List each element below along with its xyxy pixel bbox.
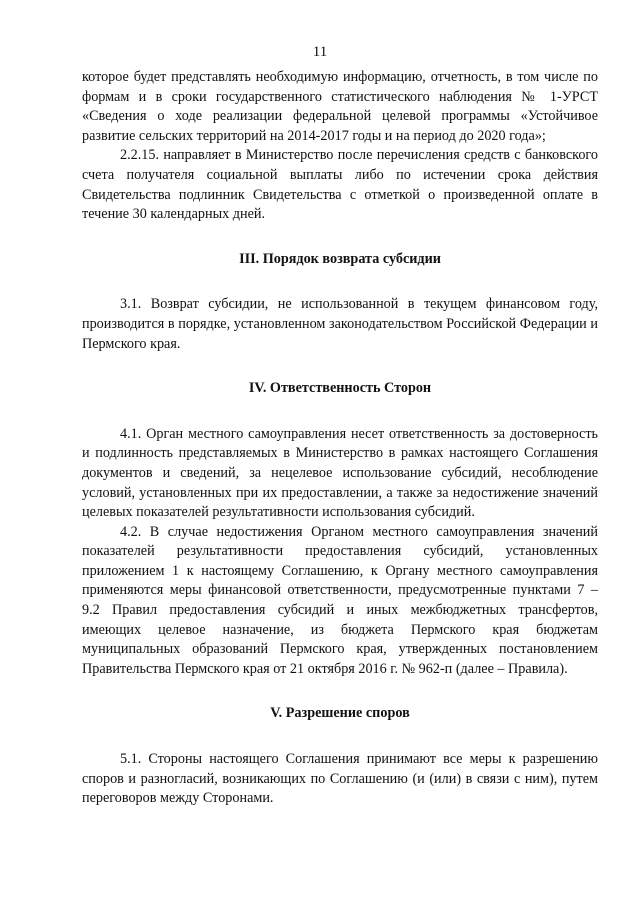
paragraph-2-2-15: 2.2.15. направляет в Министерство после перечисления средств с банковского счета получателя социальной выплаты либо по истечении срока действия Свидетельства подлинник Свидетельства с отметкой о произведенной оплате в течение 30 календарных дней. — [82, 147, 598, 223]
section-heading-v: V. Разрешение споров — [270, 705, 410, 722]
section-heading-iv: IV. Ответственность Сторон — [248, 380, 432, 397]
section-heading-iii: III. Порядок возврата субсидии — [239, 250, 441, 267]
paragraph-4-2: 4.2. В случае недостижения Органом местного самоуправления значений показателей результативности предоставления субсидий, установленных приложением 1 к настоящему Соглашению, к Органу местного самоуправления применяются меры финансовой ответственности, предусмотренные пунктами 7 – 9.2 Правил предоставления субсидий и иных межбюджетных трансфертов, имеющих целевое назначение, из бюджета Пермского края бюджетам муниципальных образований Пермского края, утвержденных постановлением Правительства Пермского края от 21 октября 2016 г. № 962-п (далее – Правила). — [82, 523, 598, 677]
document-body — [82, 68, 598, 809]
page-number: 11 — [312, 44, 328, 60]
paragraph-4-1: 4.1. Орган местного самоуправления несет ответственность за достоверность и подлинность представляемых в Министерство в рамках настоящего Соглашения документов и сведений, за нецелевое использование субсидий, несоблюдение условий, установленных при их предоставлении, а также за недостижение значений целевых показателей результативности использования субсидий. — [82, 425, 598, 521]
paragraph-5-1: 5.1. Стороны настоящего Соглашения принимают все меры к разрешению споров и разногласий, возникающих по Соглашению (и (или) в связи с ним), путем переговоров между Сторонами. — [82, 751, 598, 807]
paragraph-2-2-14-continuation: которое будет представлять необходимую информацию, отчетность, в том числе по формам и в сроки государственного статистического наблюдения № 1-УРСТ «Сведения о ходе реализации федеральной целевой программы «Устойчивое развитие сельских территорий на 2014-2017 годы и на период до 2020 года»; — [82, 69, 598, 144]
paragraph-3-1: 3.1. Возврат субсидии, не использованной в текущем финансовом году, производится в порядке, установленном законодательством Российской Федерации и Пермского края. — [82, 296, 598, 352]
